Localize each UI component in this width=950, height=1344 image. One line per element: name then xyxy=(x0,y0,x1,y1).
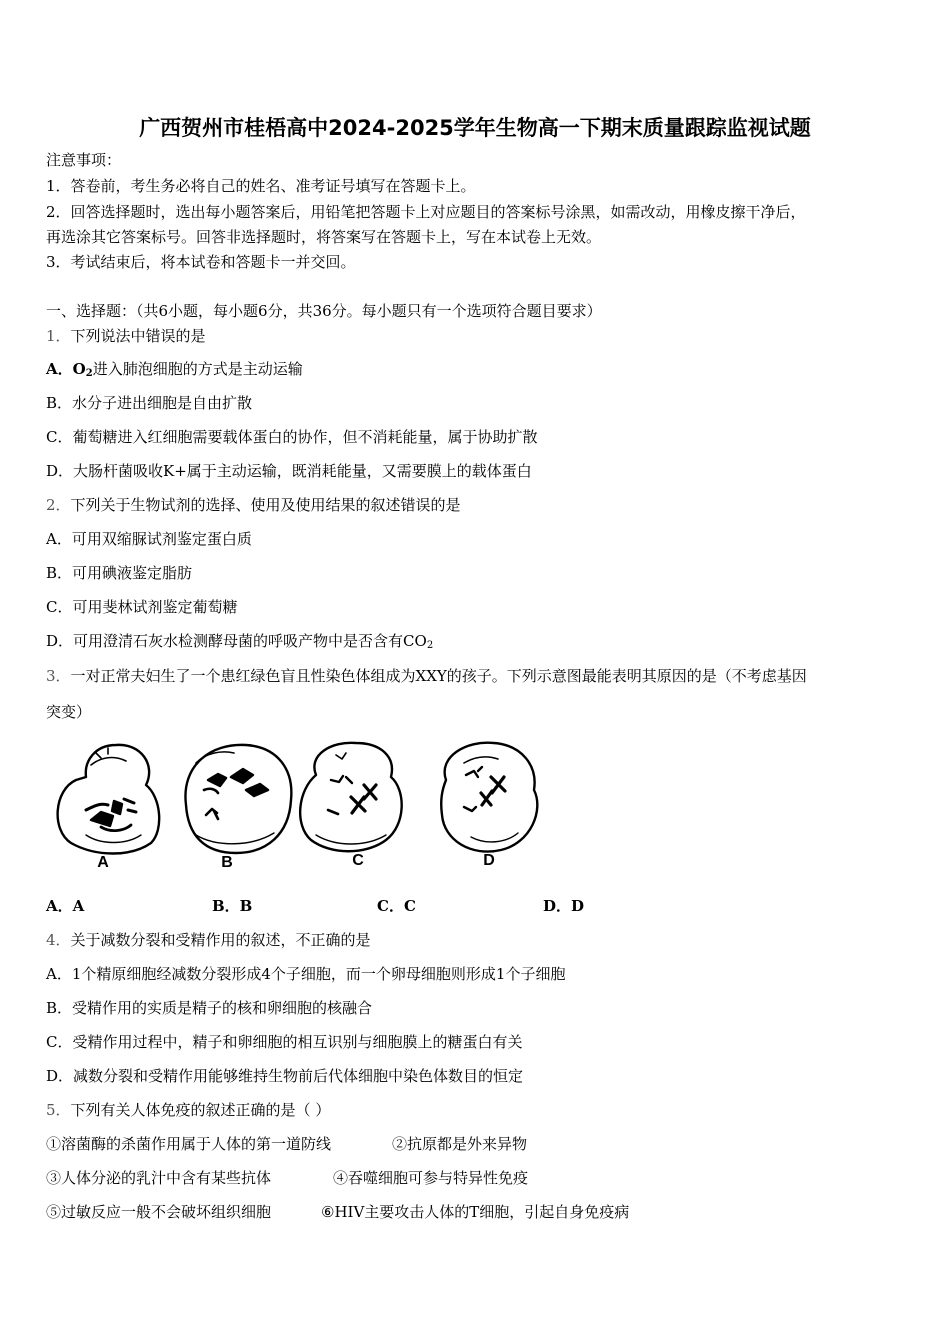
question-3 xyxy=(46,666,807,686)
option-1d: D．大肠杆菌吸收K+属于主动运输，既消耗能量，又需要膜上的载体蛋白 xyxy=(46,462,532,480)
notice-item-3: 3．考试结束后，将本试卷和答题卡一并交回。 xyxy=(46,253,356,271)
option-text: A．O xyxy=(46,360,86,378)
option-2a: A．可用双缩脲试剂鉴定蛋白质 xyxy=(46,530,252,548)
question-number: 1． xyxy=(46,327,71,345)
option-4a: A．1个精原细胞经减数分裂形成4个子细胞，而一个卵母细胞则形成1个子细胞 xyxy=(46,965,566,983)
question-stem: 一对正常夫妇生了一个患红绿色盲且性染色体组成为XXY的孩子。下列示意图最能表明其原因的是（不考虑基因 xyxy=(70,667,807,685)
statement-2: ②抗原都是外来异物 xyxy=(392,1135,528,1153)
notice-heading: 注意事项： xyxy=(46,151,122,169)
option-text: D．可用澄清石灰水检测酵母菌的呼吸产物中是否含有CO xyxy=(46,632,427,650)
statement-5: ⑤过敏反应一般不会破坏组织细胞 xyxy=(46,1203,272,1221)
subscript: 2 xyxy=(85,368,93,379)
question-number: 4． xyxy=(46,931,71,949)
question-3-cont: 突变） xyxy=(46,703,92,721)
section-heading: 一、选择题：（共6小题，每小题6分，共36分。每小题只有一个选项符合题目要求） xyxy=(46,302,602,320)
page-title: 广西贺州市桂梧高中2024-2025学年生物高一下期末质量跟踪监视试题 xyxy=(139,116,811,140)
option-2c: C．可用斐林试剂鉴定葡萄糖 xyxy=(46,598,238,616)
cell-c xyxy=(300,743,402,851)
subscript: 2 xyxy=(426,640,434,651)
question-stem: 下列关于生物试剂的选择、使用及使用结果的叙述错误的是 xyxy=(70,496,461,514)
cell-division-figure xyxy=(46,735,546,875)
question-stem: 下列说法中错误的是 xyxy=(70,327,206,345)
figure-label-d: D xyxy=(483,852,495,869)
figure-label-b: B xyxy=(221,854,233,871)
option-1b: B．水分子进出细胞是自由扩散 xyxy=(46,394,253,412)
notice-item-1: 1．答卷前，考生务必将自己的姓名、准考证号填写在答题卡上。 xyxy=(46,177,476,195)
option-3c: C．C xyxy=(377,897,416,915)
option-2d xyxy=(46,631,433,656)
option-4b: B．受精作用的实质是精子的核和卵细胞的核融合 xyxy=(46,999,373,1017)
option-4c: C．受精作用过程中，精子和卵细胞的相互识别与细胞膜上的糖蛋白有关 xyxy=(46,1033,523,1051)
option-4d: D．减数分裂和受精作用能够维持生物前后代体细胞中染色体数目的恒定 xyxy=(46,1067,524,1085)
question-4 xyxy=(46,930,371,950)
figure-label-c: C xyxy=(352,852,364,869)
statement-1: ①溶菌酶的杀菌作用属于人体的第一道防线 xyxy=(46,1135,332,1153)
question-number: 2． xyxy=(46,496,71,514)
option-1a xyxy=(46,359,303,384)
cell-d xyxy=(441,743,537,852)
question-number: 5． xyxy=(46,1101,71,1119)
notice-item-2a: 2．回答选择题时，选出每小题答案后，用铅笔把答题卡上对应题目的答案标号涂黑，如需改动，用橡皮擦干净后， xyxy=(46,203,806,221)
figure-label-a: A xyxy=(97,854,109,871)
statement-6: ⑥HIV主要攻击人体的T细胞，引起自身免疫病 xyxy=(321,1203,630,1221)
question-stem: 下列有关人体免疫的叙述正确的是（ ） xyxy=(70,1101,331,1119)
question-1 xyxy=(46,326,206,346)
notice-item-2b: 再选涂其它答案标号。回答非选择题时，将答案写在答题卡上，写在本试卷上无效。 xyxy=(46,228,602,246)
question-number: 3． xyxy=(46,667,71,685)
statement-4: ④吞噬细胞可参与特异性免疫 xyxy=(333,1169,529,1187)
option-1c: C．葡萄糖进入红细胞需要载体蛋白的协作，但不消耗能量，属于协助扩散 xyxy=(46,428,538,446)
option-3a: A．A xyxy=(46,897,85,915)
cell-a xyxy=(58,745,160,854)
cell-b xyxy=(185,745,291,853)
option-3b: B．B xyxy=(212,897,253,915)
question-2 xyxy=(46,495,461,515)
option-text: 进入肺泡细胞的方式是主动运输 xyxy=(92,360,303,378)
question-5 xyxy=(46,1100,330,1120)
option-3d: D．D xyxy=(543,897,585,915)
statement-3: ③人体分泌的乳汁中含有某些抗体 xyxy=(46,1169,272,1187)
option-2b: B．可用碘液鉴定脂肪 xyxy=(46,564,193,582)
question-stem: 关于减数分裂和受精作用的叙述，不正确的是 xyxy=(70,931,371,949)
